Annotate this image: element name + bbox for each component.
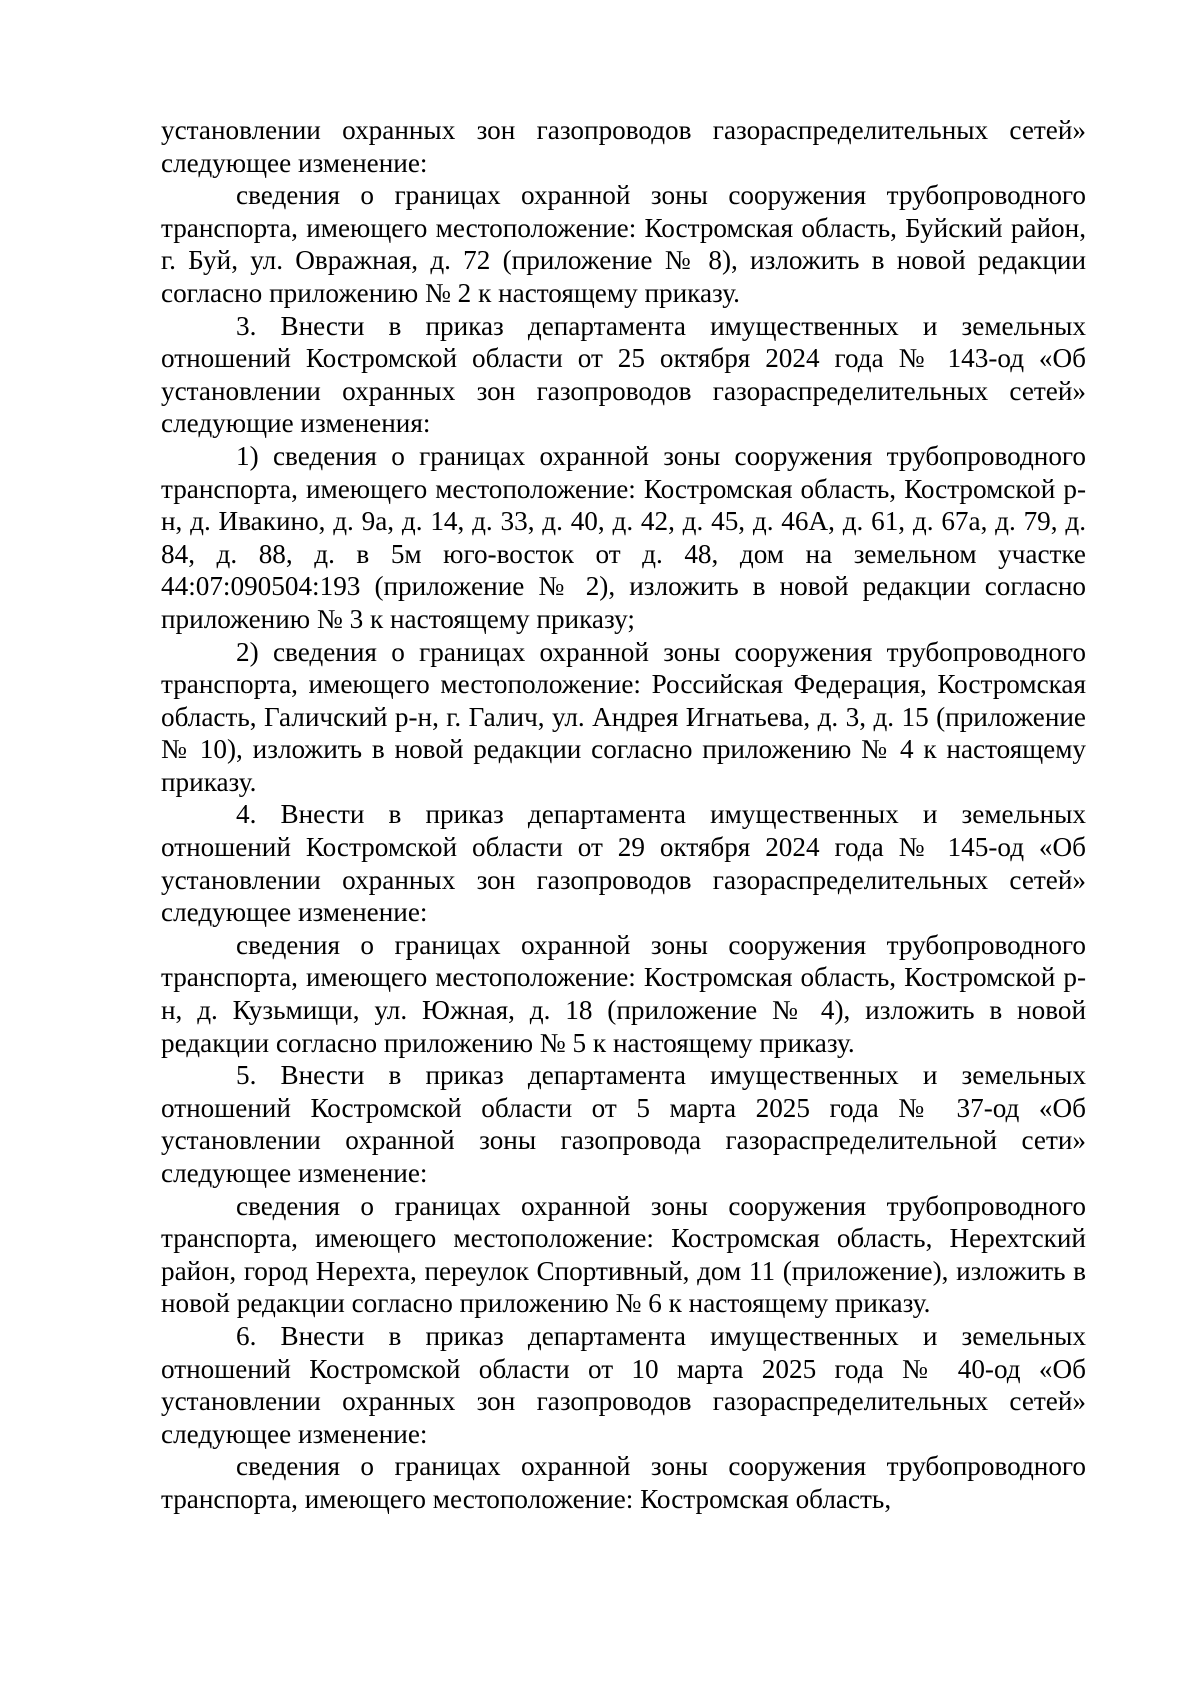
paragraph-zone-final: сведения о границах охранной зоны сооружения трубопроводного транспорта, имеющего местоположение: Костромская область, xyxy=(161,1451,1086,1514)
paragraph-item-3-2: 2) сведения о границах охранной зоны сооружения трубопроводного транспорта, имеющего местоположение: Российская Федерация, Костромская область, Галичский р-н, г. Галич, ул. Андрея Игнатьева, д. 3, д. 15 (приложение № 10), изложить в новой редакции согласно приложению № 4 к настоящему приказу. xyxy=(161,636,1086,797)
paragraph-item-3: 3. Внести в приказ департамента имущественных и земельных отношений Костромской области от 25 октября 2024 года № 143-од «Об установлении охранных зон газопроводов газораспределительных сетей» следующие изменения: xyxy=(161,310,1086,439)
document-body xyxy=(161,114,1086,1516)
paragraph-item-4: 4. Внести в приказ департамента имущественных и земельных отношений Костромской области от 29 октября 2024 года № 145-од «Об установлении охранных зон газопроводов газораспределительных сетей» следующее изменение: xyxy=(161,799,1086,928)
paragraph-zone-buy: сведения о границах охранной зоны сооружения трубопроводного транспорта, имеющего местоположение: Костромская область, Буйский район, г. Буй, ул. Овражная, д. 72 (приложение № 8), изложить в новой редакции согласно приложению № 2 к настоящему приказу. xyxy=(161,180,1086,308)
paragraph-zone-kuzmishchi: сведения о границах охранной зоны сооружения трубопроводного транспорта, имеющего местоположение: Костромская область, Костромской р-н, д. Кузьмищи, ул. Южная, д. 18 (приложение № 4), изложить в новой редакции согласно приложению № 5 к настоящему приказу. xyxy=(161,929,1086,1058)
paragraph-zone-nerekhta: сведения о границах охранной зоны сооружения трубопроводного транспорта, имеющего местоположение: Костромская область, Нерехтский район, город Нерехта, переулок Спортивный, дом 11 (приложение), изложить в новой редакции согласно приложению № 6 к настоящему приказу. xyxy=(161,1190,1086,1319)
paragraph-item-3-1: 1) сведения о границах охранной зоны сооружения трубопроводного транспорта, имеющего местоположение: Костромская область, Костромской р-н, д. Ивакино, д. 9а, д. 14, д. 33, д. 40, д. 42, д. 45, д. 46А, д. 61, д. 67а, д. 79, д. 84, д. 88, д. в 5м юго-восток от д. 48, дом на земельном участке 44:07:090504:193 (приложение № 2), изложить в новой редакции согласно приложению № 3 к настоящему приказу; xyxy=(161,440,1086,634)
paragraph-continuation: установлении охранных зон газопроводов газораспределительных сетей» следующее изменение: xyxy=(161,115,1086,178)
paragraph-item-5: 5. Внести в приказ департамента имущественных и земельных отношений Костромской области от 5 марта 2025 года № 37-од «Об установлении охранной зоны газопровода газораспределительной сети» следующее изменение: xyxy=(161,1060,1086,1188)
paragraph-item-6: 6. Внести в приказ департамента имущественных и земельных отношений Костромской области от 10 марта 2025 года № 40-од «Об установлении охранных зон газопроводов газораспределительных сетей» следующее изменение: xyxy=(161,1320,1086,1449)
